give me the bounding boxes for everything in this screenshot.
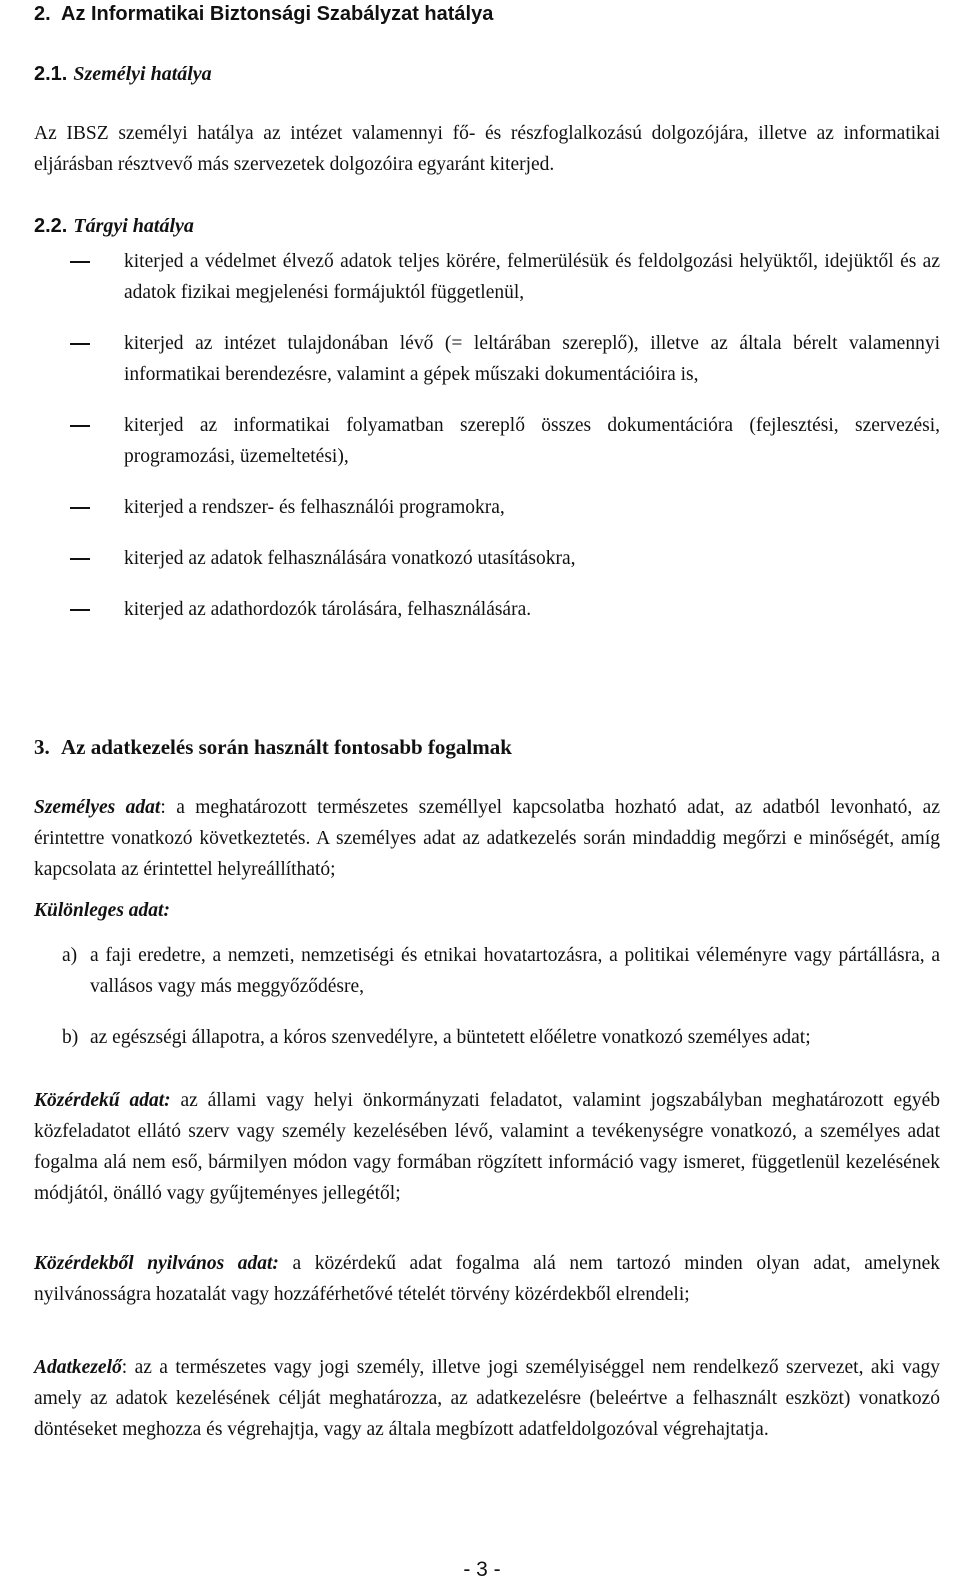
definition-szemelyes-adat [34, 792, 940, 885]
section-3-number: 3. [34, 735, 50, 759]
definition-text: : az a természetes vagy jogi személy, illetve jogi személyiséggel nem rendelkező szervezet, aki vagy amely az adatok kezelésének célját meghatározza, az adatkezelésre (beleértve a felhasznált eszközt) vonatkozó döntéseket meghozza és végrehajtja, vagy az általa megbízott adatfeldolgozóval végrehajtatja. [34, 1357, 940, 1440]
list-item-marker: a) [62, 945, 78, 966]
definition-kulonleges-adat-term: Különleges adat: [34, 900, 170, 921]
definition-term: Közérdekből nyilvános adat: [34, 1253, 279, 1274]
dash-bullet-icon [70, 425, 90, 427]
dash-bullet-icon [70, 558, 90, 560]
definition-text: : a meghatározott természetes személlyel kapcsolatba hozható adat, az adatból levonható, az érintettre vonatkozó következtetés. A személyes adat az adatkezelés során mindaddig megőrzi e minőségét, amíg kapcsolata az érintettel helyreállítható; [34, 797, 940, 880]
section-2-2-title: Tárgyi hatálya [73, 215, 194, 237]
definition-text: a közérdekű adat fogalma alá nem tartozó minden olyan adat, amelynek nyilvánosságra hozatalát vagy hozzáférhetővé tételét törvény közérdekből elrendeli; [34, 1253, 940, 1305]
list-item-text: kiterjed a védelmet élvező adatok teljes körére, felmerülésük és feldolgozási helyüktől, idejüktől és az adatok fizikai megjelenési formájuktól függetlenül, [124, 251, 940, 303]
list-item-text: kiterjed az intézet tulajdonában lévő (= leltárában szereplő), illetve az általa bérelt valamennyi informatikai berendezésre, valamint a gépek műszaki dokumentációira is, [124, 333, 940, 385]
list-item-text: kiterjed az adatok felhasználására vonatkozó utasításokra, [124, 548, 576, 569]
definition-text: az állami vagy helyi önkormányzati feladatot, valamint jogszabályban meghatározott egyéb közfeladatot ellátó szerv vagy személy kezelésében lévő, valamint a tevékenységre vonatkozó, a személyes adat fogalma alá nem eső, bármilyen módon vagy formában rögzített információ vagy ismeret, függetlenül kezelésének módjától, önálló vagy gyűjteményes jellegétől; [34, 1090, 941, 1204]
list-item [34, 492, 940, 523]
definition-adatkezelo [34, 1352, 940, 1445]
dash-bullet-icon [70, 261, 90, 263]
section-2-heading [34, 0, 493, 28]
list-item [34, 410, 940, 472]
list-item-text: az egészségi állapotra, a kóros szenvedélyre, a büntetett előéletre vonatkozó személyes adat; [90, 1027, 811, 1048]
section-2-title: Az Informatikai Biztonsági Szabályzat hatálya [61, 3, 494, 25]
section-3-heading [34, 733, 512, 761]
dash-bullet-icon [70, 609, 90, 611]
list-item-marker: b) [62, 1027, 79, 1048]
section-3-title: Az adatkezelés során használt fontosabb fogalmak [61, 735, 512, 759]
section-2-1-heading [34, 60, 212, 88]
definition-term: Személyes adat [34, 797, 161, 818]
section-2-1-paragraph: Az IBSZ személyi hatálya az intézet valamennyi fő- és részfoglalkozású dolgozójára, illetve az informatikai eljárásban résztvevő más szervezetek dolgozóira egyaránt kiterjed. [34, 123, 940, 175]
list-item-text: kiterjed a rendszer- és felhasználói programokra, [124, 497, 505, 518]
definition-term: Adatkezelő [34, 1357, 122, 1378]
definition-term: Közérdekű adat: [34, 1090, 171, 1111]
list-item-text: a faji eredetre, a nemzeti, nemzetiségi és etnikai hovatartozásra, a politikai véleményre vagy pártállásra, a vallásos vagy más meggyőződésre, [90, 945, 940, 997]
section-2-number: 2. [34, 3, 51, 25]
definition-kozerdekbol-nyilvanos-adat [34, 1248, 940, 1310]
list-item [34, 1022, 940, 1053]
list-item [34, 543, 940, 574]
list-item [34, 328, 940, 390]
list-item-text: kiterjed az informatikai folyamatban szereplő összes dokumentációra (fejlesztési, szervezési, programozási, üzemeltetési), [124, 415, 940, 467]
section-2-2-list [34, 246, 940, 645]
page-number: - 3 - [463, 1558, 501, 1581]
section-2-2-number: 2.2. [34, 215, 68, 237]
dash-bullet-icon [70, 507, 90, 509]
list-item [34, 594, 940, 625]
section-2-1-number: 2.1. [34, 63, 68, 85]
section-2-2-heading [34, 212, 194, 240]
list-item [34, 246, 940, 308]
list-item-text: kiterjed az adathordozók tárolására, felhasználására. [124, 599, 532, 620]
list-item [34, 940, 940, 1002]
definition-kozerdeku-adat [34, 1085, 940, 1209]
section-2-1-title: Személyi hatálya [73, 63, 212, 85]
dash-bullet-icon [70, 343, 90, 345]
kulonleges-adat-list [34, 940, 940, 1073]
